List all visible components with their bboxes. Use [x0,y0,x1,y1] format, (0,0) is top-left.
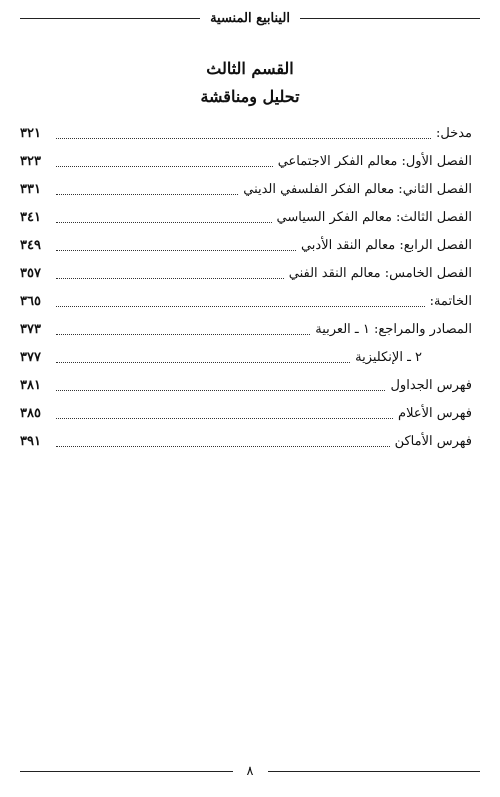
toc-entry-title: ٢ ـ الإنكليزية [355,350,422,365]
toc-entry-title [312,320,472,340]
section-heading [0,58,500,108]
toc-entry-title: الفصل الثالث: معالم الفكر السياسي [276,210,472,225]
toc-entry [20,256,472,284]
running-header [20,6,480,30]
header-rule-right [300,18,480,19]
toc-entry-title: فهرس الأعلام [398,406,472,421]
toc-entry-title: الفصل الرابع: معالم النقد الأدبي [300,238,472,253]
toc-entry-page: ٣٩١ [20,434,41,449]
toc-entry-title: فهرس الأماكن [394,434,472,449]
toc-entry [20,396,472,424]
page-footer [20,761,480,781]
toc-entry-page: ٣٦٥ [20,294,41,309]
toc-entry-page: ٣٢٣ [20,154,41,169]
toc-entry-page: ٣٧٣ [20,322,41,337]
toc-entry-title: الفصل الأول: معالم الفكر الاجتماعي [277,154,472,169]
header-rule-left [20,18,200,19]
toc-entry-title-main: المصادر والمراجع: [373,322,472,337]
toc-entry-title: مدخل: [435,126,472,141]
toc-entry [20,340,472,368]
toc-entry-title: الخاتمة: [429,294,472,309]
toc-leader-dots [56,334,310,335]
toc-leader-dots [56,362,350,363]
toc-entry-page: ٣٨١ [20,378,41,393]
footer-rule-right [268,771,481,772]
footer-rule-left [20,771,233,772]
toc-leader-dots [56,446,390,447]
toc-leader-dots [56,166,273,167]
toc-entry-page: ٣٣١ [20,182,41,197]
page-number: ٨ [246,763,254,779]
toc-entry-page: ٣٧٧ [20,350,41,365]
toc-entry [20,424,472,452]
toc-entry [20,200,472,228]
table-of-contents [20,116,472,452]
toc-entry-page: ٣٨٥ [20,406,41,421]
toc-leader-dots [56,138,431,139]
toc-entry [20,312,472,340]
toc-entry [20,144,472,172]
toc-leader-dots [56,278,284,279]
toc-entry-page: ٣٢١ [20,126,41,141]
toc-leader-dots [56,418,393,419]
toc-leader-dots [56,306,425,307]
toc-leader-dots [56,222,272,223]
toc-leader-dots [56,194,238,195]
toc-entry-title: فهرس الجداول [390,378,472,393]
toc-entry-page: ٣٤١ [20,210,41,225]
toc-entry-title-sub: ١ ـ العربية [315,322,370,337]
section-title: القسم الثالث [206,59,294,78]
toc-entry [20,368,472,396]
toc-entry [20,228,472,256]
toc-entry-page: ٣٥٧ [20,266,41,281]
toc-entry-title: الفصل الخامس: معالم النقد الفني [288,266,472,281]
toc-entry-title: الفصل الثاني: معالم الفكر الفلسفي الديني [243,182,472,197]
toc-leader-dots [56,390,385,391]
running-title: الينابيع المنسية [210,10,290,26]
toc-entry [20,116,472,144]
toc-leader-dots [56,250,296,251]
toc-entry-page: ٣٤٩ [20,238,41,253]
section-subtitle: تحليل ومناقشة [200,87,300,106]
toc-entry [20,284,472,312]
toc-entry [20,172,472,200]
